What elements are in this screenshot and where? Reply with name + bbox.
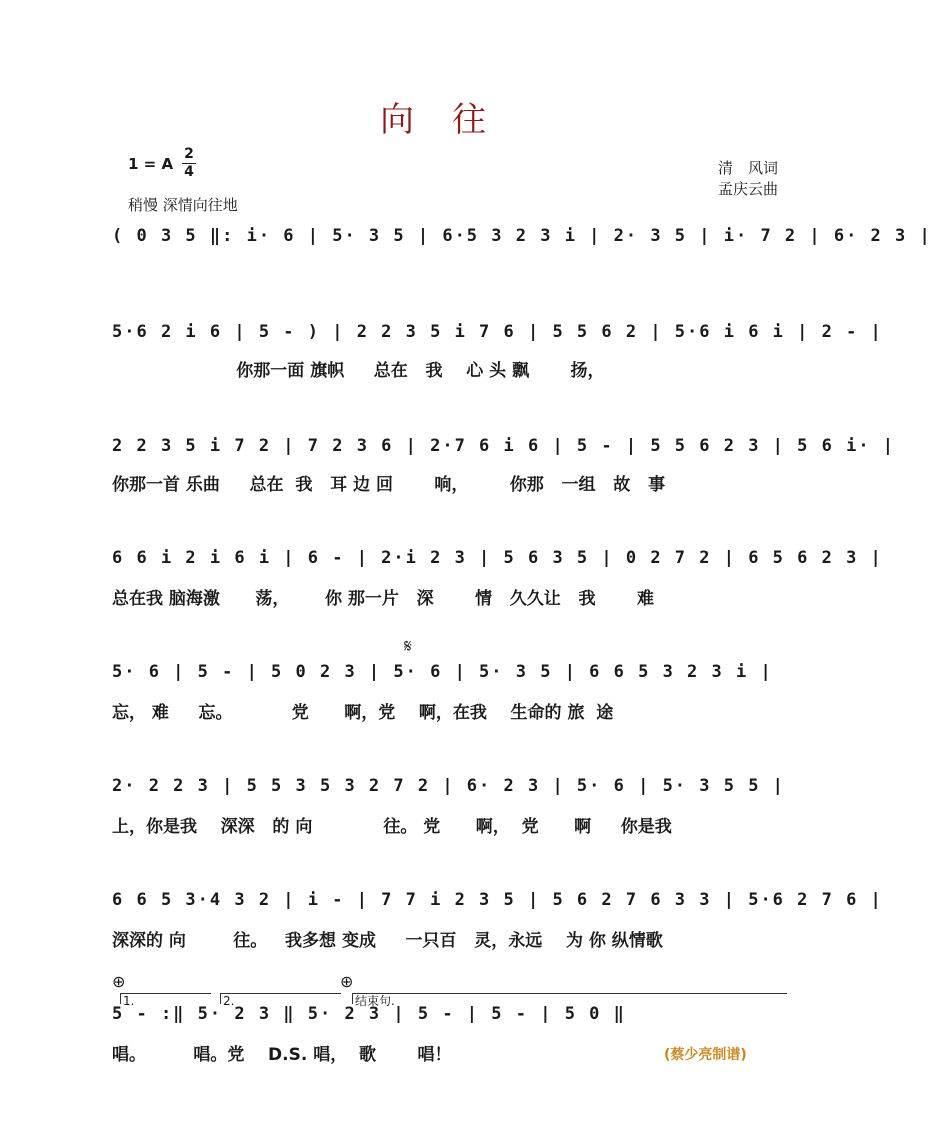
key-signature: 1 = A xyxy=(128,155,174,173)
staff-1 xyxy=(112,226,932,260)
staff-notes: 5· 6 | 5 - | 5 0 2 3 | 5· 6 | 5· 3 5 | 6 6 5 3 2 3 i | xyxy=(112,662,773,682)
second-ending-label: 2. xyxy=(223,994,235,1008)
closing-ending-bracket xyxy=(352,993,787,1008)
staff-3 xyxy=(112,436,896,470)
time-signature xyxy=(182,147,196,180)
coda-sign: ⊕ xyxy=(340,972,354,991)
score-maker-credit: (蔡少亮制谱) xyxy=(664,1047,747,1063)
time-signature-top: 2 xyxy=(184,146,194,162)
staff-lyric: 你那一首 乐曲 总在 我 耳 边 回 响， 你那 一组 故 事 xyxy=(112,475,666,495)
segno-sign: 𝄋 xyxy=(404,636,412,657)
staff-6 xyxy=(112,776,798,810)
closing-ending-label: 结束句. xyxy=(355,994,395,1008)
tempo-marking: 稍慢 深情向往地 xyxy=(128,196,238,214)
staff-lyric: 总在我 脑海激 荡， 你 那一片 深 情 久久让 我 难 xyxy=(112,589,654,609)
staff-4 xyxy=(112,548,883,582)
staff-notes: 6 6 i 2 i 6 i | 6 - | 2·i 2 3 | 5 6 3 5 | 0 2 7 2 | 6 5 6 2 3 | xyxy=(112,548,883,568)
song-title: 向 往 xyxy=(380,100,488,140)
staff-2 xyxy=(112,322,883,356)
staff-8 xyxy=(112,1004,798,1038)
first-ending-label: 1. xyxy=(123,994,135,1008)
staff-notes: 5 - :‖ 5· 2 3 ‖ 5· 2 3 | 5 - | 5 - | 5 0 ‖ xyxy=(112,1004,626,1024)
composer-credit: 孟庆云曲 xyxy=(718,180,779,198)
staff-notes: ( 0 3 5 ‖: i· 6 | 5· 3 5 | 6·5 3 2 3 i | 2· 3 5 | i· 7 2 | 6· 2 3 | xyxy=(112,226,932,246)
staff-notes: 2 2 3 5 i 7 2 | 7 2 3 6 | 2·7 6 i 6 | 5 - | 5 5 6 2 3 | 5 6 i· | xyxy=(112,436,896,456)
staff-lyric: 深深的 向 往。 我多想 变成 一只百 灵，永远 为 你 纵情歌 xyxy=(112,931,663,951)
second-ending-bracket xyxy=(220,993,341,1008)
staff-lyric: 上，你是我 深深 的 向 往。 党 啊， 党 啊 你是我 xyxy=(112,817,672,837)
staff-lyric: 唱。 唱。党 D.S. 唱， 歌 唱！ xyxy=(112,1045,452,1065)
staff-notes: 5·6 2 i 6 | 5 - ) | 2 2 3 5 i 7 6 | 5 5 6 2 | 5·6 i 6 i | 2 - | xyxy=(112,322,883,342)
lyricist-credit: 清 风词 xyxy=(718,159,779,177)
staff-7 xyxy=(112,890,883,924)
staff-notes: 2· 2 2 3 | 5 5 3 5 3 2 7 2 | 6· 2 3 | 5· 6 | 5· 3 5 5 | xyxy=(112,776,785,796)
first-ending-bracket xyxy=(120,993,211,1008)
staff-notes: 6 6 5 3·4 3 2 | i - | 7 7 i 2 3 5 | 5 6 2 7 6 3 3 | 5·6 2 7 6 | xyxy=(112,890,883,910)
staff-lyric: 你那一面 旗帜 总在 我 心 头 飘 扬， xyxy=(112,361,605,381)
coda-sign: ⊕ xyxy=(112,972,126,991)
time-signature-bottom: 4 xyxy=(184,164,194,180)
staff-5 xyxy=(112,662,798,696)
staff-lyric: 忘， 难 忘。 党 啊，党 啊，在我 生命的 旅 途 xyxy=(112,703,614,723)
